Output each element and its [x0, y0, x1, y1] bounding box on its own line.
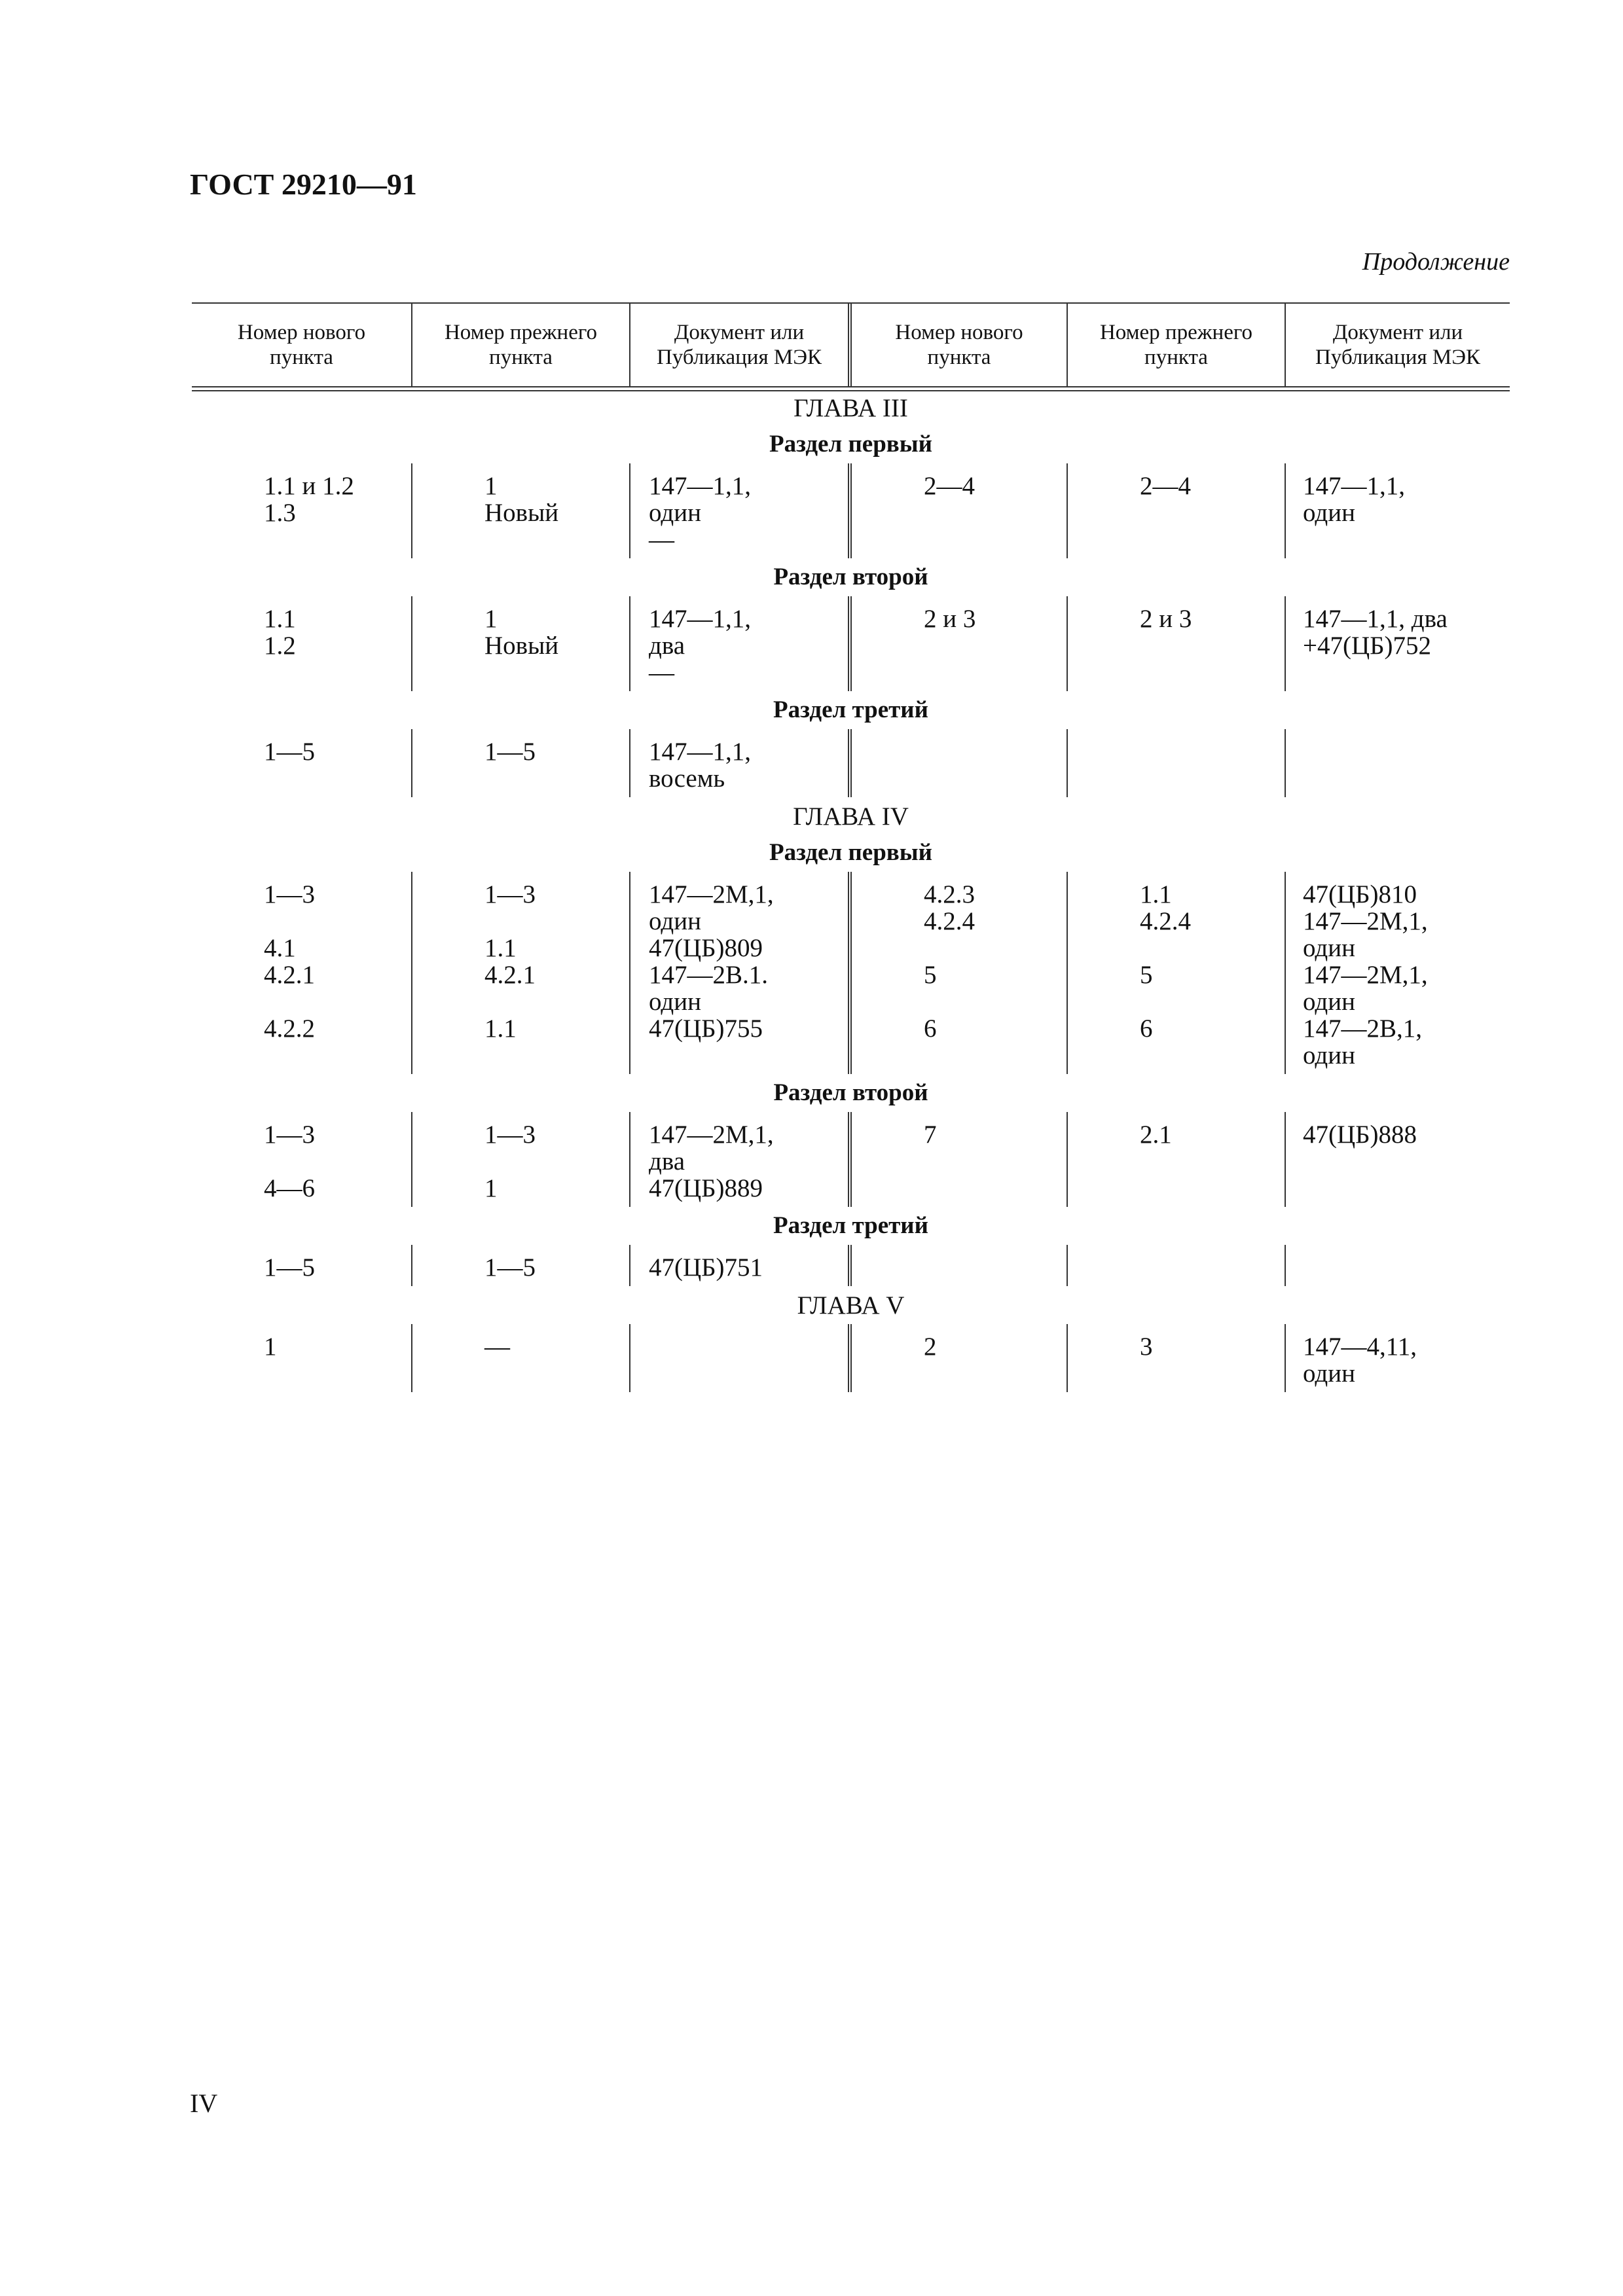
- table-header-rule: [192, 386, 1510, 391]
- table-cell: [629, 729, 848, 797]
- cell-line: 147—1,1,: [649, 605, 751, 633]
- chapter-title: ГЛАВА III: [793, 394, 908, 422]
- cell-line: 1.1: [484, 934, 517, 962]
- cell-line: 47(ЦБ)888: [1303, 1121, 1417, 1149]
- cell-line: 4.2.4: [924, 907, 975, 935]
- cell-line: 2.1: [1140, 1121, 1172, 1149]
- table-row: [192, 872, 1510, 1074]
- cell-line: один: [1303, 499, 1355, 527]
- table-row: [192, 729, 1510, 797]
- cell-line: два: [649, 1147, 685, 1175]
- table-cell: [848, 1324, 1067, 1392]
- section-title: Раздел первый: [769, 431, 932, 457]
- table-cell: [1285, 1245, 1510, 1286]
- cell-line: 5: [1140, 961, 1153, 989]
- table-cell: [848, 1245, 1067, 1286]
- table-cell: [1067, 872, 1285, 1074]
- cell-line: [264, 526, 411, 553]
- table-cell: [411, 596, 629, 691]
- cell-line: 47(ЦБ)809: [649, 934, 763, 962]
- cell-line: два: [649, 632, 685, 660]
- table-row: [192, 1112, 1510, 1207]
- table-cell: [629, 872, 848, 1074]
- cell-line: 1—3: [484, 1121, 536, 1149]
- cell-line: один: [649, 907, 701, 935]
- column-header-6: Документ или Публикация МЭК: [1285, 304, 1510, 386]
- cell-line: один: [1303, 1359, 1355, 1388]
- cell-line: [649, 1333, 848, 1360]
- cell-line: один: [1303, 1041, 1355, 1069]
- table-cell: [848, 872, 1067, 1074]
- table-cell: [629, 1112, 848, 1207]
- cell-line: [484, 1042, 629, 1069]
- cell-line: [924, 935, 1067, 961]
- table-cell: [1285, 596, 1510, 691]
- cell-line: [924, 1254, 1067, 1281]
- cell-line: 147—2М,1,: [1303, 907, 1428, 935]
- table-cell: [192, 1245, 411, 1286]
- cell-line: 1.1 и 1.2: [264, 472, 354, 500]
- column-header-4: Номер нового пункта: [848, 304, 1067, 386]
- table-cell: [411, 729, 629, 797]
- table-header: [192, 304, 1510, 386]
- chapter-title: ГЛАВА V: [797, 1291, 905, 1319]
- section-title: Раздел первый: [769, 839, 932, 866]
- cell-line: 147—1,1,: [649, 738, 751, 766]
- table-cell: [192, 1112, 411, 1207]
- table-cell: [629, 1324, 848, 1392]
- cell-line: [1140, 1042, 1285, 1069]
- cell-line: восемь: [649, 764, 725, 793]
- cell-line: [1140, 738, 1285, 765]
- cell-line: 3: [1140, 1333, 1153, 1361]
- cell-line: [264, 1148, 411, 1175]
- cell-line: один: [649, 988, 701, 1016]
- column-header-5: Номер прежнего пункта: [1067, 304, 1285, 386]
- cell-line: 1—3: [484, 880, 536, 908]
- table-row: [192, 1245, 1510, 1286]
- cell-line: 1.1: [484, 1014, 517, 1043]
- cell-line: [924, 738, 1067, 765]
- table-cell: [848, 463, 1067, 558]
- table-cell: [192, 872, 411, 1074]
- cell-line: 147—1,1,: [649, 472, 751, 500]
- document-title: ГОСТ 29210—91: [190, 168, 417, 201]
- table-cell: [1067, 1112, 1285, 1207]
- cell-line: [924, 988, 1067, 1015]
- table-cell: [1285, 463, 1510, 558]
- cell-line: 4.2.2: [264, 1014, 315, 1043]
- cell-line: 2—4: [924, 472, 975, 500]
- page-number: IV: [190, 2089, 218, 2118]
- cell-line: Новый: [484, 499, 559, 527]
- cell-line: [484, 526, 629, 553]
- table-row: [192, 596, 1510, 691]
- cell-line: [1303, 1254, 1510, 1281]
- table-cell: [629, 596, 848, 691]
- cell-line: 47(ЦБ)755: [649, 1014, 763, 1043]
- cell-line: 1: [264, 1333, 277, 1361]
- cell-line: 2 и 3: [1140, 605, 1192, 633]
- cell-line: 4—6: [264, 1174, 315, 1202]
- cell-line: 6: [1140, 1014, 1153, 1043]
- cell-line: 1: [484, 605, 498, 633]
- section-title: Раздел второй: [773, 564, 928, 590]
- table-cell: [1285, 729, 1510, 797]
- cell-line: [264, 908, 411, 935]
- cell-line: —: [484, 1333, 510, 1361]
- cell-line: 7: [924, 1121, 937, 1149]
- cell-line: [484, 765, 629, 792]
- cell-line: [264, 988, 411, 1015]
- table-cell: [1067, 729, 1285, 797]
- cell-line: [924, 1042, 1067, 1069]
- cell-line: [1140, 1254, 1285, 1281]
- cell-line: [1140, 935, 1285, 961]
- cell-line: [1140, 988, 1285, 1015]
- column-header-1: Номер нового пункта: [237, 321, 366, 369]
- table-cell: [192, 729, 411, 797]
- cell-line: 147—4,11,: [1303, 1333, 1417, 1361]
- table-cell: [1067, 596, 1285, 691]
- cell-line: 4.2.1: [264, 961, 315, 989]
- table-cell: [1285, 1112, 1510, 1207]
- cell-line: [1303, 738, 1510, 765]
- cell-line: [484, 908, 629, 935]
- cell-line: 1.1: [1140, 880, 1172, 908]
- table-cell: [1067, 1324, 1285, 1392]
- cell-line: 147—1,1,: [1303, 472, 1405, 500]
- cell-line: 1—5: [484, 738, 536, 766]
- cell-line: 4.1: [264, 934, 296, 962]
- cell-line: 4.2.3: [924, 880, 975, 908]
- cell-line: 1—5: [484, 1253, 536, 1282]
- cell-line: [264, 765, 411, 792]
- table-row: [192, 463, 1510, 558]
- cell-line: —: [649, 526, 674, 554]
- table-cell: [1285, 1324, 1510, 1392]
- cell-line: 147—2М,1,: [649, 880, 774, 908]
- cell-line: 4.2.1: [484, 961, 536, 989]
- section-title: Раздел второй: [773, 1079, 928, 1106]
- table-body: [192, 391, 1510, 1392]
- table-cell: [411, 1324, 629, 1392]
- cell-line: 1—3: [264, 1121, 315, 1149]
- cell-line: 1—5: [264, 1253, 315, 1282]
- table-cell: [192, 463, 411, 558]
- table-cell: [848, 596, 1067, 691]
- cell-line: 1—3: [264, 880, 315, 908]
- cell-line: 2: [924, 1333, 937, 1361]
- table-cell: [1067, 1245, 1285, 1286]
- cell-line: 5: [924, 961, 937, 989]
- cell-line: 6: [924, 1014, 937, 1043]
- cell-line: [484, 659, 629, 686]
- table-cell: [411, 872, 629, 1074]
- cell-line: 1—5: [264, 738, 315, 766]
- section-title: Раздел третий: [773, 1212, 928, 1239]
- chapter-title: ГЛАВА IV: [793, 802, 909, 831]
- section-title: Раздел третий: [773, 696, 928, 723]
- cell-line: 147—2М,1,: [649, 1121, 774, 1149]
- cell-line: [264, 1042, 411, 1069]
- cell-line: +47(ЦБ)752: [1303, 632, 1432, 660]
- cell-line: 2 и 3: [924, 605, 976, 633]
- cell-line: Новый: [484, 632, 559, 660]
- cell-line: 1.1: [264, 605, 296, 633]
- table-cell: [848, 729, 1067, 797]
- cell-line: 2—4: [1140, 472, 1191, 500]
- table-cell: [629, 463, 848, 558]
- column-header-3: Документ или Публикация МЭК: [629, 304, 848, 386]
- cell-line: 47(ЦБ)889: [649, 1174, 763, 1202]
- table-cell: [411, 1245, 629, 1286]
- cell-line: 1.2: [264, 632, 296, 660]
- table-row: [192, 1324, 1510, 1392]
- cell-line: 1.3: [264, 499, 296, 527]
- table-cell: [848, 1112, 1067, 1207]
- cell-line: [264, 659, 411, 686]
- cell-line: 1: [484, 1174, 498, 1202]
- cell-line: 147—2М,1,: [1303, 961, 1428, 989]
- cell-line: 147—1,1, два: [1303, 605, 1448, 633]
- table-cell: [411, 463, 629, 558]
- table-cell: [411, 1112, 629, 1207]
- cell-line: 1: [484, 472, 498, 500]
- continued-label: Продолжение: [1362, 248, 1510, 276]
- cell-line: один: [649, 499, 701, 527]
- cell-line: 147—2В.1.: [649, 961, 769, 989]
- cell-line: [484, 1148, 629, 1175]
- cell-line: 47(ЦБ)751: [649, 1253, 763, 1282]
- cell-line: [484, 1360, 629, 1387]
- cell-line: [649, 1042, 848, 1069]
- table-cell: [1285, 872, 1510, 1074]
- cell-line: 4.2.4: [1140, 907, 1191, 935]
- cell-line: один: [1303, 988, 1355, 1016]
- column-header-2: Номер прежнего пункта: [411, 304, 629, 386]
- table-cell: [629, 1245, 848, 1286]
- table-cell: [192, 596, 411, 691]
- correspondence-table: [192, 302, 1510, 1392]
- cell-line: —: [649, 658, 674, 687]
- cell-line: [484, 988, 629, 1015]
- cell-line: [264, 1360, 411, 1387]
- cell-line: 147—2В,1,: [1303, 1014, 1423, 1043]
- table-cell: [192, 1324, 411, 1392]
- table-cell: [1067, 463, 1285, 558]
- cell-line: один: [1303, 934, 1355, 962]
- cell-line: 47(ЦБ)810: [1303, 880, 1417, 908]
